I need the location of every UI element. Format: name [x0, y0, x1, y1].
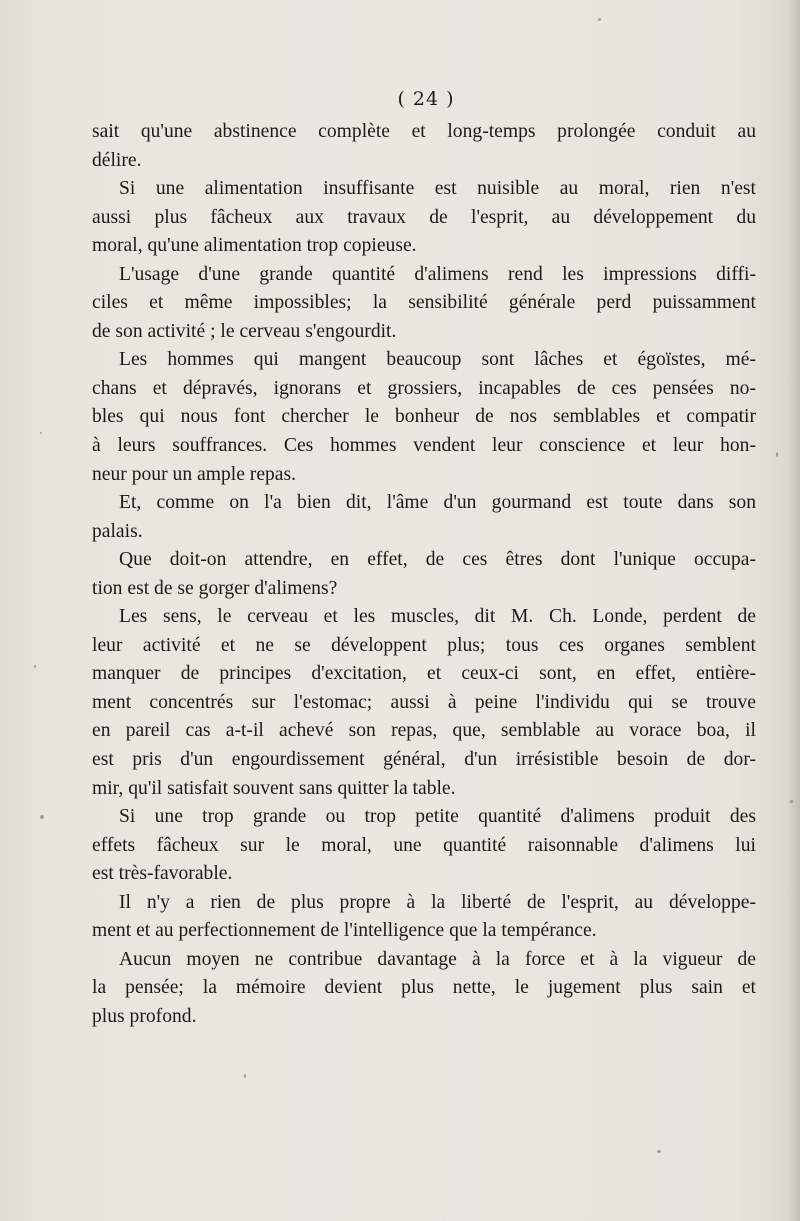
text-line: neur pour un ample repas. [92, 463, 297, 485]
paragraph [92, 346, 756, 489]
paragraph [92, 803, 756, 889]
paragraph [92, 946, 756, 1032]
text-line: à leurs souffrances. Ces hommes vendent leur conscience et leur hon- [92, 435, 756, 457]
text-line: ment et au perfectionnement de l'intelligence que la tempérance. [92, 920, 597, 942]
text-line: Si une alimentation insuffisante est nuisible au moral, rien n'est [119, 178, 756, 200]
paragraph [92, 261, 756, 347]
paragraph [92, 889, 756, 946]
paragraph [92, 489, 756, 546]
text-line: L'usage d'une grande quantité d'alimens rend les impressions diffi- [119, 263, 756, 285]
text-line: en pareil cas a-t-il achevé son repas, que, semblable au vorace boa, il [92, 720, 756, 742]
paragraph [92, 175, 756, 261]
paper-speck [657, 1150, 661, 1153]
text-line: bles qui nous font chercher le bonheur de nos semblables et compatir [92, 406, 756, 428]
text-line: est très-favorable. [92, 863, 233, 885]
text-line: la pensée; la mémoire devient plus nette, le jugement plus sain et [92, 977, 756, 999]
page-number: ( 24 ) [397, 88, 455, 110]
text-line: ciles et même impossibles; la sensibilité générale perd puissamment [92, 292, 756, 314]
text-line: Que doit-on attendre, en effet, de ces êtres dont l'unique occupa- [119, 549, 756, 571]
text-line: est pris d'un engourdissement général, d'un irrésistible besoin de dor- [92, 749, 756, 771]
text-line: chans et dépravés, ignorans et grossiers, incapables de ces pensées no- [92, 377, 756, 399]
text-line: aussi plus fâcheux aux travaux de l'esprit, au développement du [92, 206, 756, 228]
paragraph [92, 546, 756, 603]
paper-speck [34, 665, 36, 668]
paper-speck [244, 1074, 246, 1078]
text-line: plus profond. [92, 1005, 197, 1027]
page-edge-shadow [786, 0, 800, 1221]
text-line: effets fâcheux sur le moral, une quantité raisonnable d'alimens lui [92, 834, 756, 856]
paper-speck [40, 432, 42, 434]
text-line: Si une trop grande ou trop petite quantité d'alimens produit des [119, 806, 756, 828]
page-body [92, 118, 756, 1032]
text-line: ment concentrés sur l'estomac; aussi à peine l'individu qui se trouve [92, 691, 756, 713]
text-line: palais. [92, 520, 143, 542]
text-line: moral, qu'une alimentation trop copieuse. [92, 235, 417, 257]
paper-speck [598, 18, 601, 21]
paragraph [92, 603, 756, 803]
text-line: leur activité et ne se développent plus; tous ces organes semblent [92, 634, 756, 656]
text-line: de son activité ; le cerveau s'engourdit. [92, 320, 397, 342]
text-line: Aucun moyen ne contribue davantage à la force et à la vigueur de [119, 948, 756, 970]
text-line: tion est de se gorger d'alimens? [92, 577, 338, 599]
paper-speck [40, 815, 44, 819]
paper-speck [790, 800, 793, 803]
text-line: Il n'y a rien de plus propre à la liberté de l'esprit, au développe- [119, 891, 756, 913]
text-line: manquer de principes d'excitation, et ceux-ci sont, en effet, entière- [92, 663, 756, 685]
paragraph [92, 118, 756, 175]
text-line: Et, comme on l'a bien dit, l'âme d'un gourmand est toute dans son [119, 492, 756, 514]
text-line: sait qu'une abstinence complète et long-temps prolongée conduit au [92, 121, 756, 142]
text-line: Les sens, le cerveau et les muscles, dit M. Ch. Londe, perdent de [119, 606, 756, 628]
text-line: Les hommes qui mangent beaucoup sont lâches et égoïstes, mé- [119, 349, 756, 371]
paper-speck [776, 452, 778, 457]
text-line: mir, qu'il satisfait souvent sans quitter la table. [92, 777, 456, 799]
text-line: délire. [92, 149, 142, 171]
